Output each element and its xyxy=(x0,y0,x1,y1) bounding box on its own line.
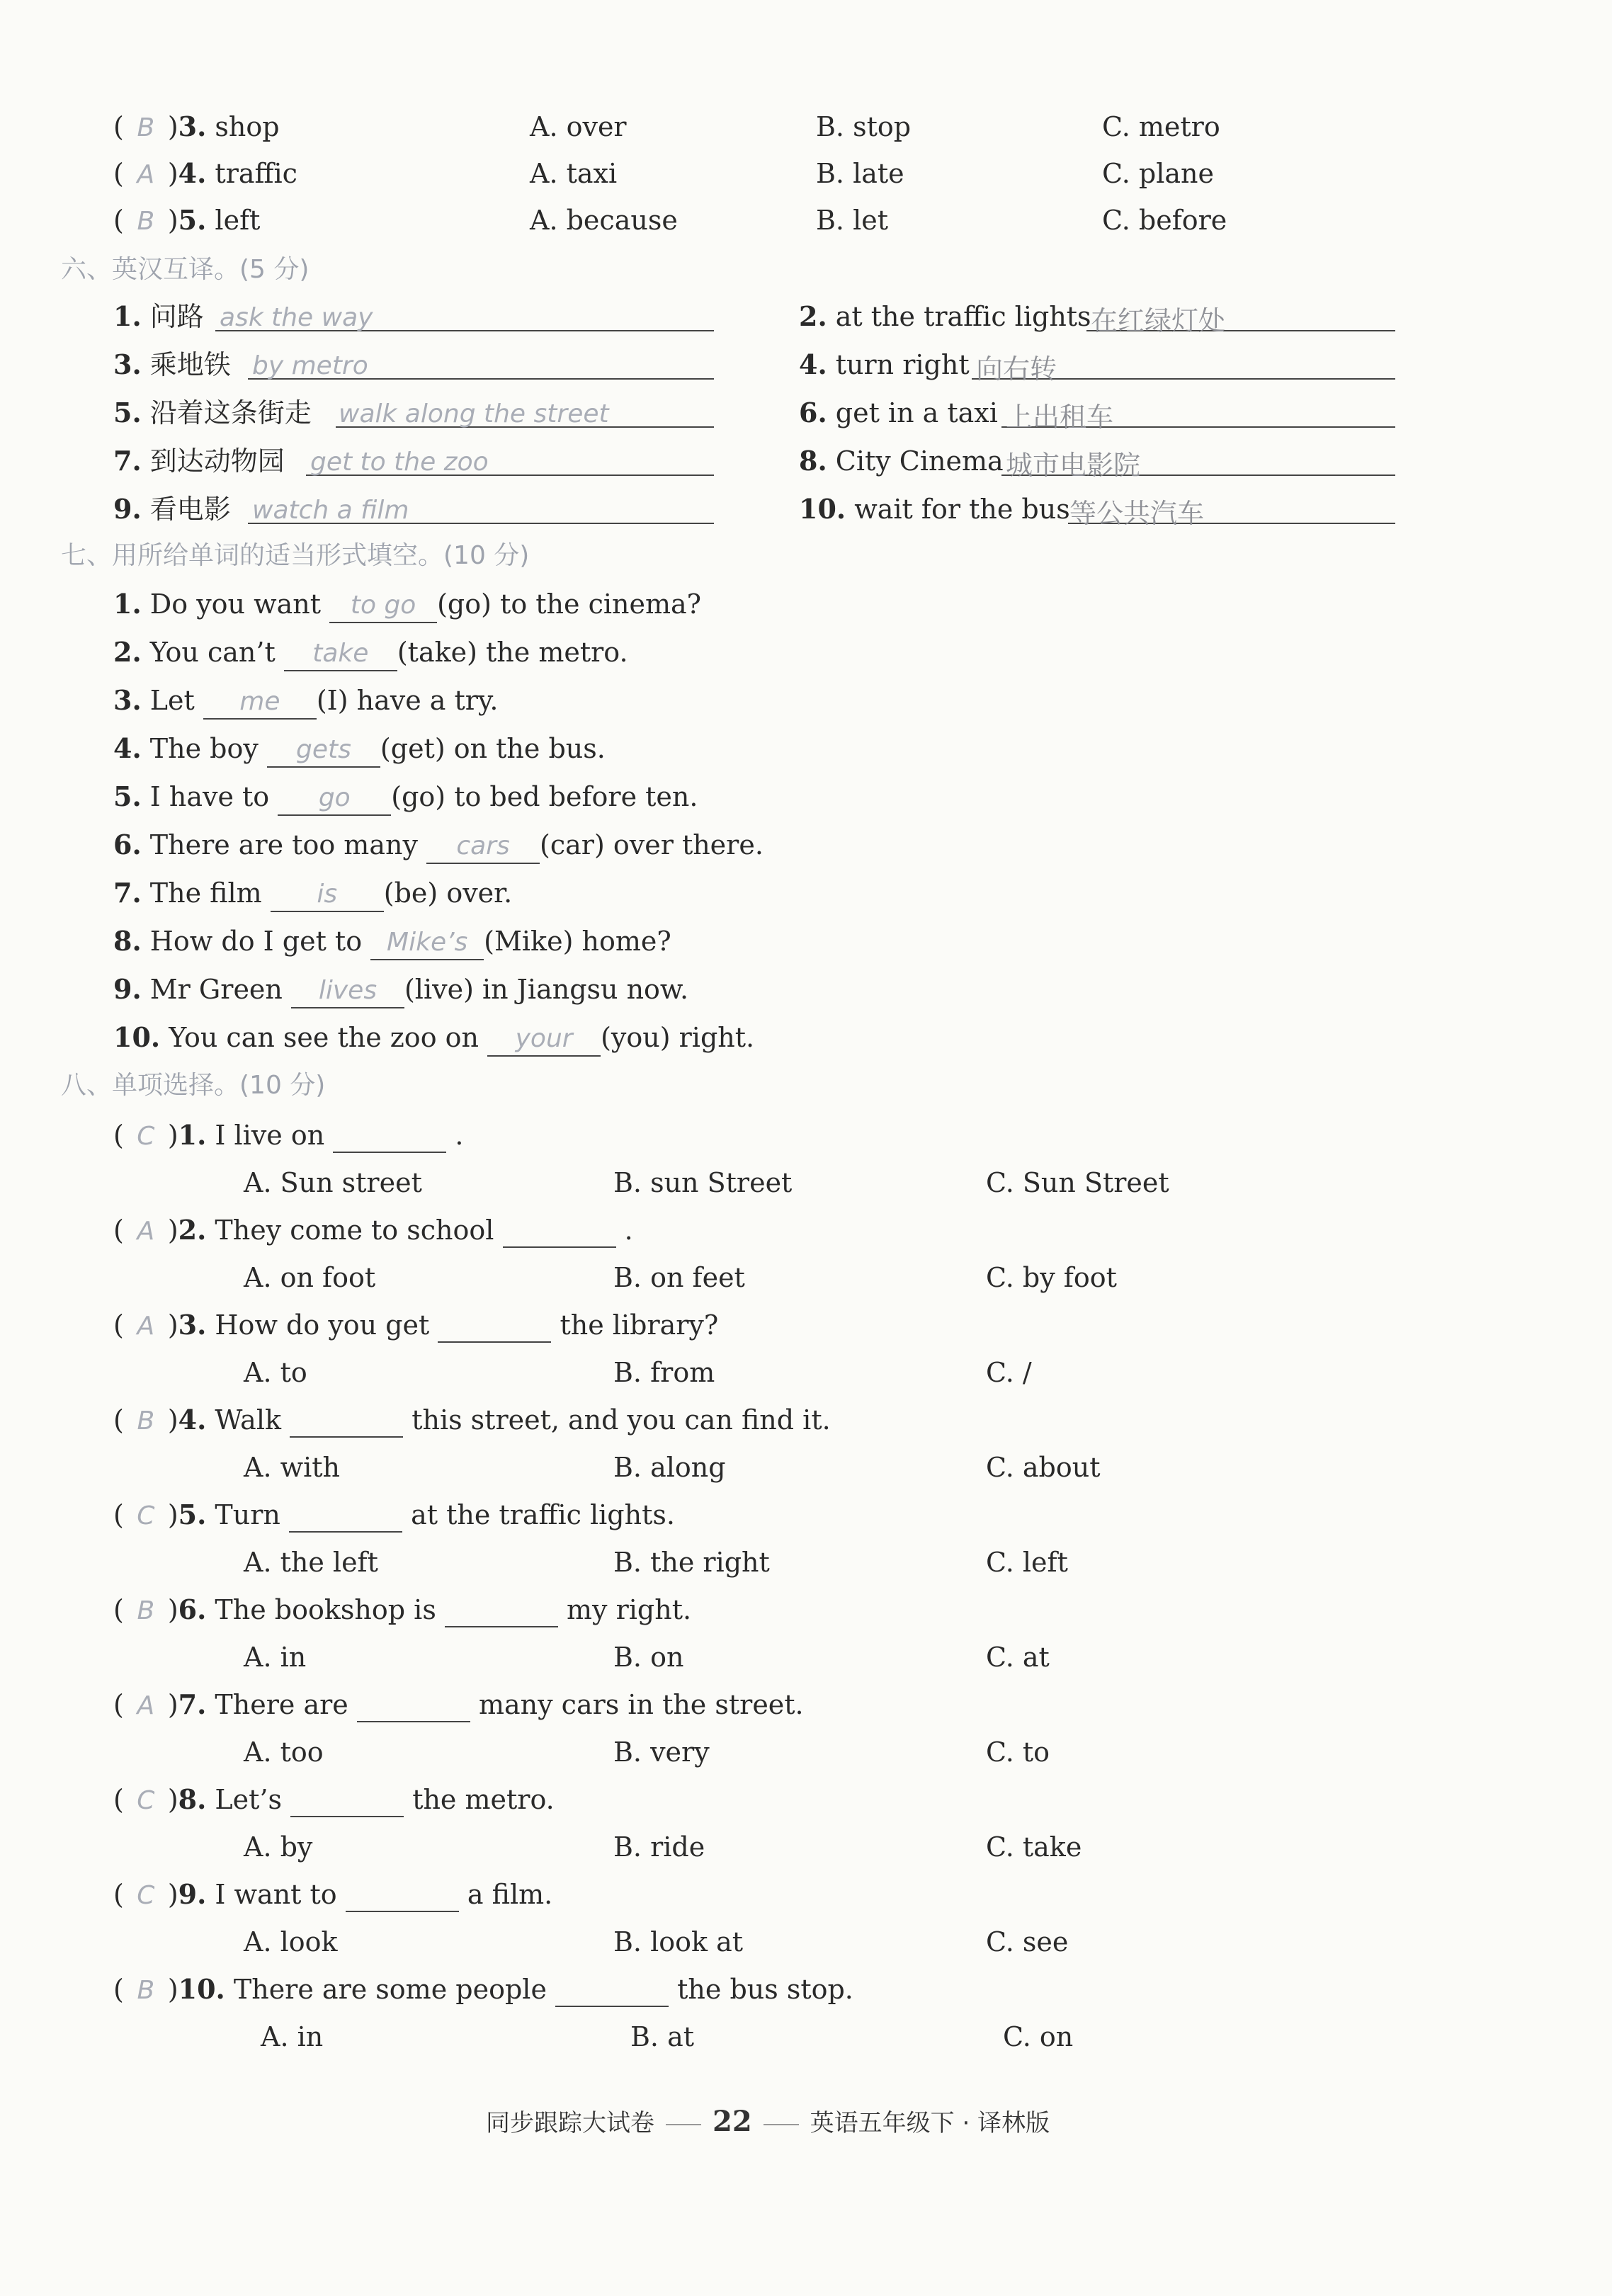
list-item: 9. Mr Green lives (live) in Jiangsu now. xyxy=(113,973,688,1008)
answer-text: 上出租车 xyxy=(1006,402,1114,433)
option-a: A. over xyxy=(530,111,627,142)
answer-text: 在红绿灯处 xyxy=(1091,305,1226,336)
question-number: 5. xyxy=(178,1499,207,1530)
option-a: A. look xyxy=(244,1926,338,1957)
option-c: C. metro xyxy=(1102,111,1220,142)
blank xyxy=(555,1973,669,2007)
answer-text: 等公共汽车 xyxy=(1069,498,1205,529)
footer-subject: 英语五年级下 · 译林版 xyxy=(810,2109,1050,2137)
question-text: Let’s xyxy=(215,1784,282,1815)
list-item: 1. Do you want to go (go) to the cinema? xyxy=(113,588,701,623)
blank xyxy=(290,1783,404,1817)
option-b: B. late xyxy=(816,158,904,189)
option-c: C. plane xyxy=(1102,158,1214,189)
section-title: 七、用所给单词的适当形式填空。(10 分) xyxy=(61,541,530,570)
question-text: I live on xyxy=(215,1120,325,1151)
question-number: 9. xyxy=(178,1878,207,1910)
list-item: 7. The film is (be) over. xyxy=(113,877,512,912)
list-item: 9. 看电影 xyxy=(113,493,231,525)
list-item: 1. 问路 xyxy=(113,300,204,332)
option-c: C. left xyxy=(986,1547,1068,1578)
option-c: C. see xyxy=(986,1926,1069,1957)
answer-letter: A xyxy=(137,1312,155,1341)
question-text: They come to school xyxy=(215,1215,494,1246)
blank xyxy=(333,1119,446,1153)
question-text: How do you get xyxy=(215,1309,430,1341)
question-text-end: my right. xyxy=(567,1594,692,1625)
question-number: 2. xyxy=(178,1214,207,1246)
blank xyxy=(357,1688,470,1722)
question-row: ( B )4. Walk this street, and you can find it. xyxy=(113,1404,831,1438)
list-item: 8. City Cinema xyxy=(799,445,1004,477)
option-b: B. on xyxy=(613,1642,684,1673)
question-text-end: this street, and you can find it. xyxy=(411,1404,831,1436)
option-a: A. in xyxy=(244,1642,307,1673)
option-a: A. on foot xyxy=(244,1262,376,1293)
question-text: I want to xyxy=(215,1879,337,1910)
option-c: C. / xyxy=(986,1357,1032,1388)
blank xyxy=(445,1593,558,1627)
question-number: 10. xyxy=(178,1973,225,2005)
footer xyxy=(486,2103,1050,2138)
question-number: 8. xyxy=(178,1783,207,1815)
question-row: ( C )8. Let’s the metro. xyxy=(113,1783,555,1817)
answer-text: get to the zoo xyxy=(310,448,489,477)
page-number: 22 xyxy=(713,2105,752,2138)
question-row: ( C )1. I live on . xyxy=(113,1119,464,1153)
question-number: 6. xyxy=(178,1593,207,1625)
question-text-end: a film. xyxy=(467,1879,553,1910)
list-item: 6. get in a taxi xyxy=(799,397,998,428)
answer-letter: A xyxy=(137,1691,155,1720)
option-c: C. Sun Street xyxy=(986,1167,1169,1198)
answer-letter: C xyxy=(137,1881,155,1910)
question-text-end: the bus stop. xyxy=(677,1974,853,2005)
list-item: 5. 沿着这条街走 xyxy=(113,397,312,428)
question-number: 3. xyxy=(178,1309,207,1341)
option-b: B. look at xyxy=(613,1926,744,1957)
option-a: A. Sun street xyxy=(244,1167,422,1198)
option-b: B. sun Street xyxy=(613,1167,793,1198)
list-item: 4. The boy gets (get) on the bus. xyxy=(113,732,606,768)
option-a: A. by xyxy=(244,1831,313,1863)
option-b: B. from xyxy=(613,1357,715,1388)
answer-letter: B xyxy=(137,1596,155,1625)
question-text: Walk xyxy=(215,1404,282,1436)
question-row: ( A )7. There are many cars in the street. xyxy=(113,1688,804,1722)
option-a: A. in xyxy=(261,2021,324,2052)
question-text-end: . xyxy=(624,1215,633,1246)
option-b: B. let xyxy=(816,205,888,236)
section-title: 八、单项选择。(10 分) xyxy=(61,1071,326,1100)
option-a: A. the left xyxy=(244,1547,378,1578)
answer-text: ask the way xyxy=(220,303,373,332)
list-item: ( B )3. shop xyxy=(113,110,280,142)
option-b: B. ride xyxy=(613,1831,705,1863)
option-b: B. on feet xyxy=(613,1262,745,1293)
question-text-end: many cars in the street. xyxy=(478,1689,804,1720)
list-item: 3. 乘地铁 xyxy=(113,348,231,380)
option-b: B. along xyxy=(613,1452,726,1483)
answer-letter: A xyxy=(137,1217,155,1246)
question-text-end: the library? xyxy=(560,1309,719,1341)
answer-text: by metro xyxy=(252,351,368,380)
question-row: ( A )2. They come to school . xyxy=(113,1214,633,1248)
answer-letter: C xyxy=(137,1786,155,1815)
answer-text: 向右转 xyxy=(976,353,1057,385)
blank xyxy=(346,1878,459,1912)
option-b: B. very xyxy=(613,1737,710,1768)
question-number: 7. xyxy=(178,1688,207,1720)
option-a: A. taxi xyxy=(530,158,618,189)
list-item: 4. turn right xyxy=(799,348,970,380)
answer-text: watch a film xyxy=(252,496,409,525)
answer-text: 城市电影院 xyxy=(1006,450,1141,481)
option-c: C. before xyxy=(1102,205,1227,236)
option-c: C. to xyxy=(986,1737,1050,1768)
option-c: C. take xyxy=(986,1831,1082,1863)
answer-letter: C xyxy=(137,1122,155,1151)
option-a: A. with xyxy=(244,1452,341,1483)
footer-book-title: 同步跟踪大试卷 xyxy=(486,2109,654,2137)
option-b: B. the right xyxy=(613,1547,770,1578)
option-c: C. about xyxy=(986,1452,1101,1483)
answer-letter: B xyxy=(137,1406,155,1436)
question-text: There are xyxy=(215,1689,348,1720)
blank xyxy=(290,1404,403,1438)
question-row: ( A )3. How do you get the library? xyxy=(113,1309,718,1343)
section-title: 六、英汉互译。(5 分) xyxy=(61,255,310,284)
option-c: C. at xyxy=(986,1642,1050,1673)
list-item: 8. How do I get to Mike’s (Mike) home? xyxy=(113,925,671,960)
option-a: A. because xyxy=(530,205,678,236)
list-item: 10. You can see the zoo on your (you) right. xyxy=(113,1021,754,1057)
option-b: B. stop xyxy=(816,111,912,142)
footer-dash xyxy=(764,2124,799,2125)
list-item: 2. You can’t take (take) the metro. xyxy=(113,636,628,671)
option-c: C. by foot xyxy=(986,1262,1117,1293)
option-a: A. to xyxy=(244,1357,307,1388)
option-c: C. on xyxy=(1003,2021,1074,2052)
blank xyxy=(289,1499,402,1533)
question-row: ( C )9. I want to a film. xyxy=(113,1878,552,1912)
list-item: ( A )4. traffic xyxy=(113,157,297,189)
question-number: 4. xyxy=(178,1404,207,1436)
option-b: B. at xyxy=(630,2021,695,2052)
question-number: 1. xyxy=(178,1119,207,1151)
question-text: Turn xyxy=(215,1499,280,1530)
list-item: 5. I have to go (go) to bed before ten. xyxy=(113,780,698,816)
question-row: ( B )6. The bookshop is my right. xyxy=(113,1593,691,1627)
list-item: 6. There are too many cars (car) over there. xyxy=(113,829,764,864)
question-text: The bookshop is xyxy=(215,1594,436,1625)
answer-text: walk along the street xyxy=(339,399,609,428)
list-item: 3. Let me (I) have a try. xyxy=(113,684,498,720)
list-item: 2. at the traffic lights xyxy=(799,300,1091,332)
question-row: ( B )10. There are some people the bus stop. xyxy=(113,1973,853,2007)
question-text-end: the metro. xyxy=(412,1784,555,1815)
question-text-end: . xyxy=(455,1120,464,1151)
blank xyxy=(438,1309,551,1343)
list-item: ( B )5. left xyxy=(113,204,261,236)
option-a: A. too xyxy=(244,1737,324,1768)
answer-letter: C xyxy=(137,1501,155,1530)
blank xyxy=(503,1214,616,1248)
footer-dash xyxy=(666,2124,701,2125)
question-text-end: at the traffic lights. xyxy=(411,1499,675,1530)
question-text: There are some people xyxy=(233,1974,547,2005)
list-item: 7. 到达动物园 xyxy=(113,445,285,477)
list-item: 10. wait for the bus xyxy=(799,493,1070,525)
question-row: ( C )5. Turn at the traffic lights. xyxy=(113,1499,675,1533)
answer-letter: B xyxy=(137,1976,155,2005)
